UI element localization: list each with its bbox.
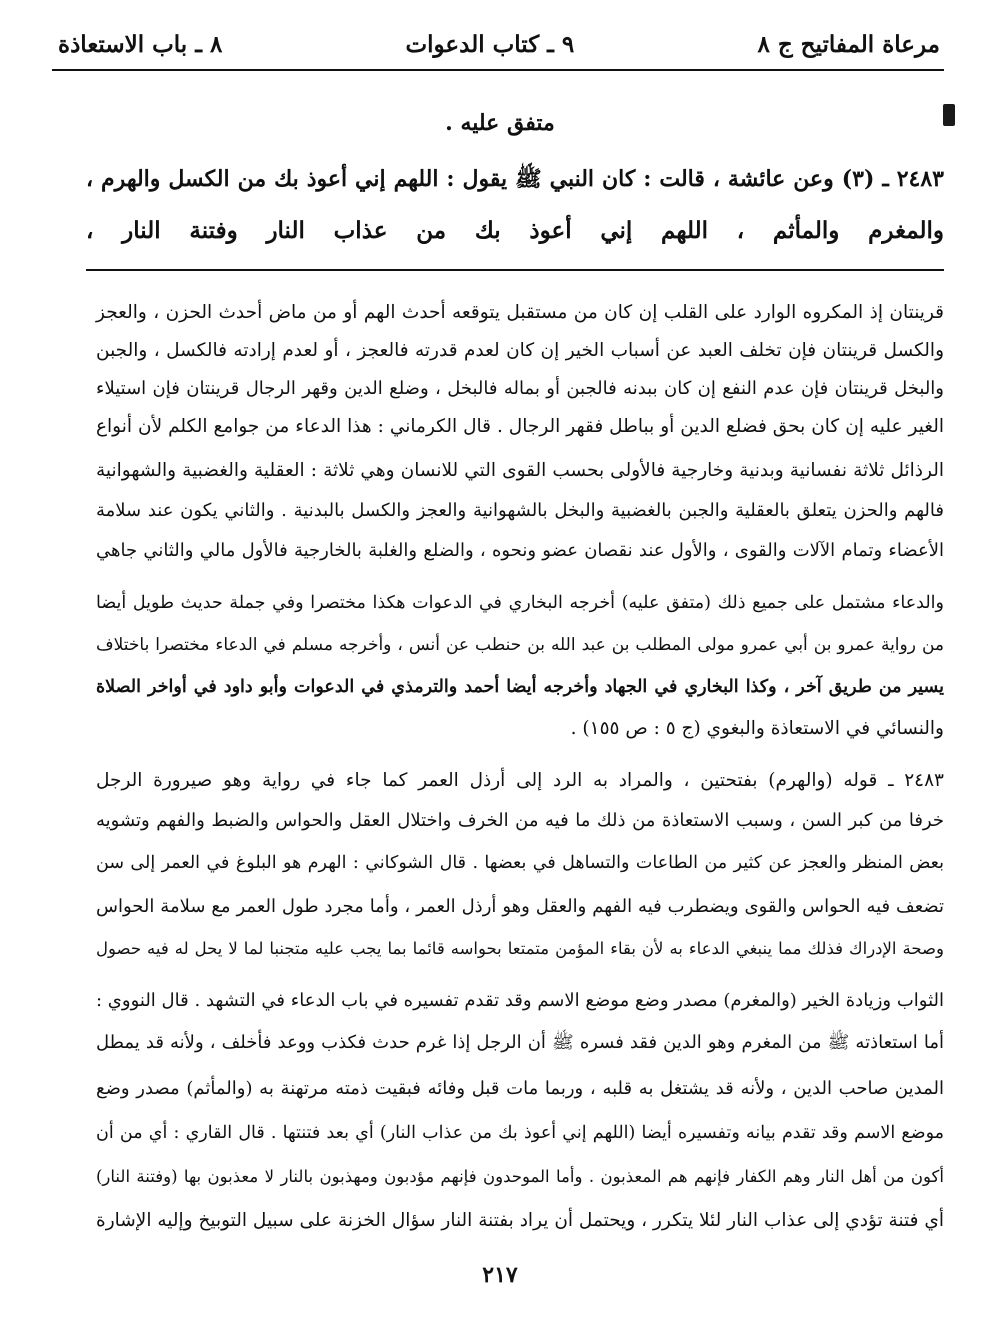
commentary-line: أي فتنة تؤدي إلى عذاب النار لئلا يتكرر ، ويحتمل أن يراد بفتنة النار سؤال الخزنة على سبيل التوبيخ وإليه الإشارة bbox=[96, 1210, 944, 1231]
header-rule bbox=[52, 69, 944, 71]
commentary-line: قرينتان إذ المكروه الوارد على القلب إن كان من مستقبل يتوقعه أحدث الهم أو من ماض أحدث الحزن ، والعجز bbox=[96, 302, 944, 323]
hadith-text-line-1: ٢٤٨٣ ـ (٣) وعن عائشة ، قالت : كان النبي ﷺ يقول : اللهم إني أعوذ بك من الكسل والهرم ، bbox=[86, 166, 944, 192]
commentary-line: الأعضاء وتمام الآلات والقوى ، والأول عند نقصان عضو ونحوه ، والضلع والغلبة بالخارجية فالأول مالي والثاني جاهي bbox=[96, 540, 944, 561]
commentary-line: أكون من أهل النار وهم الكفار فإنهم هم المعذبون . وأما الموحدون فإنهم مؤدبون ومهذبون بالنار لا معذبون بها (وفتنة النار) bbox=[96, 1167, 944, 1186]
book-section-title: ٩ ـ كتاب الدعوات bbox=[405, 30, 575, 58]
commentary-line: الثواب وزيادة الخير (والمغرم) مصدر وضع موضع الاسم وقد تقدم تفسيره في باب الدعاء في التشهد . قال النووي : bbox=[96, 990, 944, 1011]
previous-hadith-ending: متفق عليه . bbox=[445, 110, 555, 136]
commentary-line: والبخل قرينتان فإن عدم النفع إن كان ببدنه فالجبن أو بماله فالبخل ، وضلع الدين وقهر الرجال قرينتان فإن استيلاء bbox=[96, 378, 944, 399]
margin-marker bbox=[943, 104, 955, 126]
commentary-line: الغير عليه إن كان بحق فضلع الدين أو بباطل فقهر الرجال . قال الكرماني : هذا الدعاء من جوامع الكلم لأن أنواع bbox=[96, 416, 944, 437]
commentary-line: أما استعاذته ﷺ من المغرم وهو الدين فقد فسره ﷺ أن الرجل إذا غرم حدث فكذب ووعد فأخلف ، ولأنه قد يمطل bbox=[96, 1032, 944, 1053]
commentary-line: من رواية عمرو بن أبي عمرو مولى المطلب بن عبد الله بن حنطب عن أنس ، وأخرجه مسلم في الدعاء مختصرا باختلاف bbox=[96, 635, 944, 655]
hadith-commentary-divider bbox=[86, 269, 944, 271]
commentary-line: والدعاء مشتمل على جميع ذلك (متفق عليه) أخرجه البخاري في الدعوات هكذا مختصرا وفي جملة حديث طويل أيضا bbox=[96, 593, 944, 613]
commentary-line: الرذائل ثلاثة نفسانية وبدنية وخارجية فالأولى بحسب القوى التي للانسان وهي ثلاثة : العقلية والغضبية والشهوانية bbox=[96, 460, 944, 481]
commentary-line: المدين صاحب الدين ، ولأنه قد يشتغل به قلبه ، وربما مات قبل وفائه فبقيت ذمته مرتهنة به (والمأثم) مصدر وضع bbox=[96, 1078, 944, 1099]
page-number: ٢١٧ bbox=[482, 1262, 518, 1288]
commentary-line: موضع الاسم وقد تقدم بيانه وتفسيره أيضا (اللهم إني أعوذ بك من عذاب النار) أي بعد فتنتها . قال القاري : أي من أن bbox=[96, 1123, 944, 1143]
chapter-title: ٨ ـ باب الاستعاذة bbox=[58, 30, 223, 58]
commentary-line: بعض المنظر والعجز عن كثير من الطاعات والتساهل في بعضها . قال الشوكاني : الهرم هو البلوغ في العمر إلى سن bbox=[96, 853, 944, 873]
hadith-text-line-2: والمغرم والمأثم ، اللهم إني أعوذ بك من عذاب النار وفتنة النار ، bbox=[86, 217, 944, 244]
commentary-line: والنسائي في الاستعاذة والبغوي (ج ٥ : ص ١٥٥) . bbox=[570, 718, 944, 739]
commentary-line: وصحة الإدراك فذلك مما ينبغي الدعاء به لأن بقاء المؤمن متمتعا بحواسه قائما بما يجب عليه متجنبا لما لا يحل له فيه حصول bbox=[96, 939, 944, 958]
commentary-line: والكسل قرينتان فإن تخلف العبد عن أسباب الخير إن كان لعدم قدرته فالعجز ، أو لعدم إرادته فالكسل ، والجبن bbox=[96, 340, 944, 361]
commentary-line: تضعف فيه الحواس والقوى ويضطرب فيه الفهم والعقل وهو أرذل العمر ، وأما مجرد طول العمر مع سلامة الحواس bbox=[96, 896, 944, 917]
commentary-line: ٢٤٨٣ ـ قوله (والهرم) بفتحتين ، والمراد به الرد إلى أرذل العمر كما جاء في رواية وهو صيرورة الرجل bbox=[96, 770, 944, 791]
book-title: مرعاة المفاتيح ج ٨ bbox=[757, 30, 940, 58]
commentary-line: يسير من طريق آخر ، وكذا البخاري في الجهاد وأخرجه أيضا أحمد والترمذي في الدعوات وأبو داود في أواخر الصلاة bbox=[96, 677, 944, 697]
commentary-line: فالهم والحزن يتعلق بالعقلية والجبن بالغضبية والبخل بالشهوانية والعجز والكسل بالبدنية . والثاني يكون عند سلامة bbox=[96, 500, 944, 521]
running-header bbox=[58, 22, 940, 66]
commentary-line: خرفا من كبر السن ، وسبب الاستعاذة من ذلك ما فيه من الخرف واختلال العقل والحواس والضبط والفهم وتشويه bbox=[96, 810, 944, 831]
